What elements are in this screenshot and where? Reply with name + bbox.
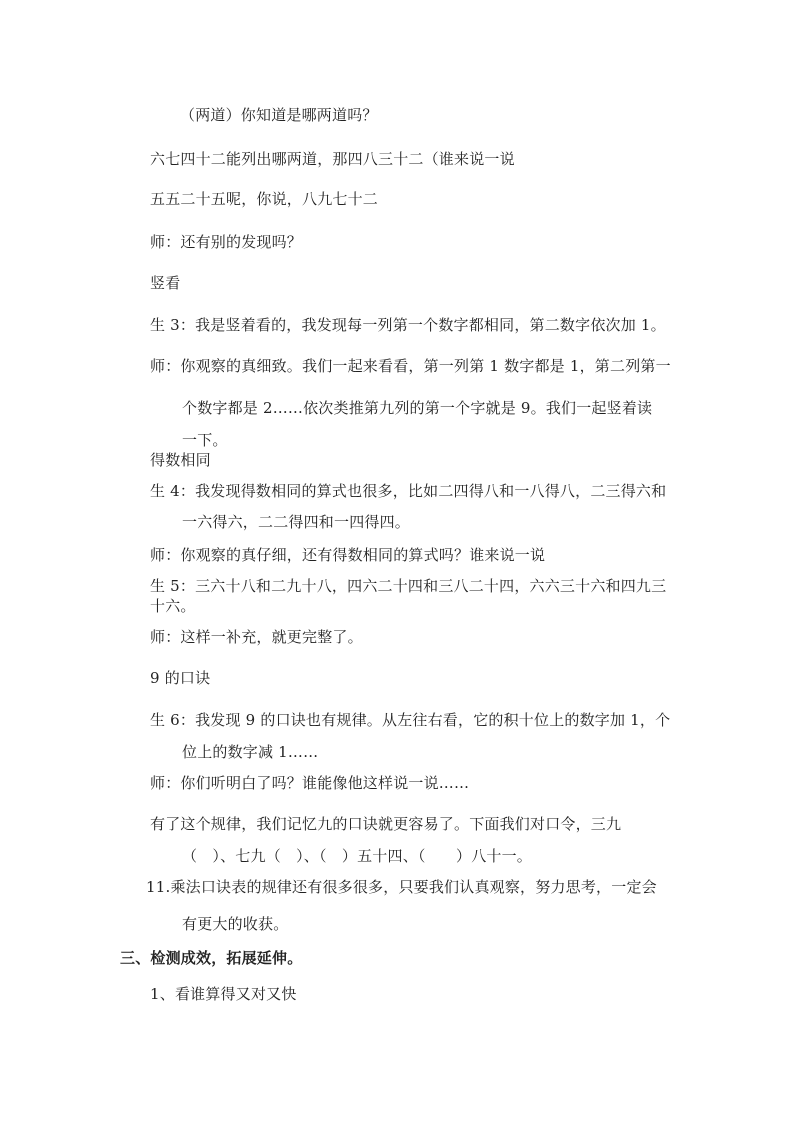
text-line: 六七四十二能列出哪两道，那四八三十二（谁来说一说 [150,150,515,168]
text-line: 生 3：我是竖着看的，我发现每一列第一个数字都相同，第二数字依次加 1。 [150,316,666,334]
text-line: 师：这样一补充，就更完整了。 [150,628,363,646]
section-label: 9 的口诀 [150,669,211,687]
text-line: 个数字都是 2……依次类推第九列的第一个字就是 9。我们一起竖着读 [182,399,653,417]
text-line: 师：你们听明白了吗？谁能像他这样说一说…… [150,774,470,792]
section-heading: 三、检测成效，拓展延伸。 [120,949,303,967]
text-line: 位上的数字减 1…… [182,743,319,761]
text-line: 有了这个规律，我们记忆九的口诀就更容易了。下面我们对口令，三九 [150,815,622,833]
section-label: 得数相同 [150,451,211,469]
text-line: 11.乘法口诀表的规律还有很多很多，只要我们认真观察，努力思考，一定会 [146,878,657,896]
text-line: 师：还有别的发现吗？ [150,233,303,251]
text-line: 1、看谁算得又对又快 [150,985,297,1003]
section-label: 竖看 [150,274,181,292]
text-line: 一下。 [182,431,228,449]
text-line: （ ）、七九（ ）、（ ）五十四、（ ）八十一。 [182,847,533,865]
text-line: 生 5：三六十八和二九十八，四六二十四和三八二十四，六六三十六和四九三 [150,577,667,595]
text-line: 师：你观察的真细致。我们一起来看看，第一列第 1 数字都是 1，第二列第一 [150,357,671,375]
text-line: 生 6：我发现 9 的口诀也有规律。从左往右看，它的积十位上的数字加 1，个 [150,711,671,729]
text-line: 五五二十五呢，你说，八九七十二 [150,190,379,208]
text-line: 十六。 [150,597,196,615]
text-line: 生 4：我发现得数相同的算式也很多，比如二四得八和一八得八，二三得六和 [150,482,667,500]
text-line: 一六得六，二二得四和一四得四。 [182,513,411,531]
text-line: 师：你观察的真仔细，还有得数相同的算式吗？谁来说一说 [150,546,546,564]
text-line: （两道）你知道是哪两道吗？ [180,106,378,124]
text-line: 有更大的收获。 [182,915,289,933]
